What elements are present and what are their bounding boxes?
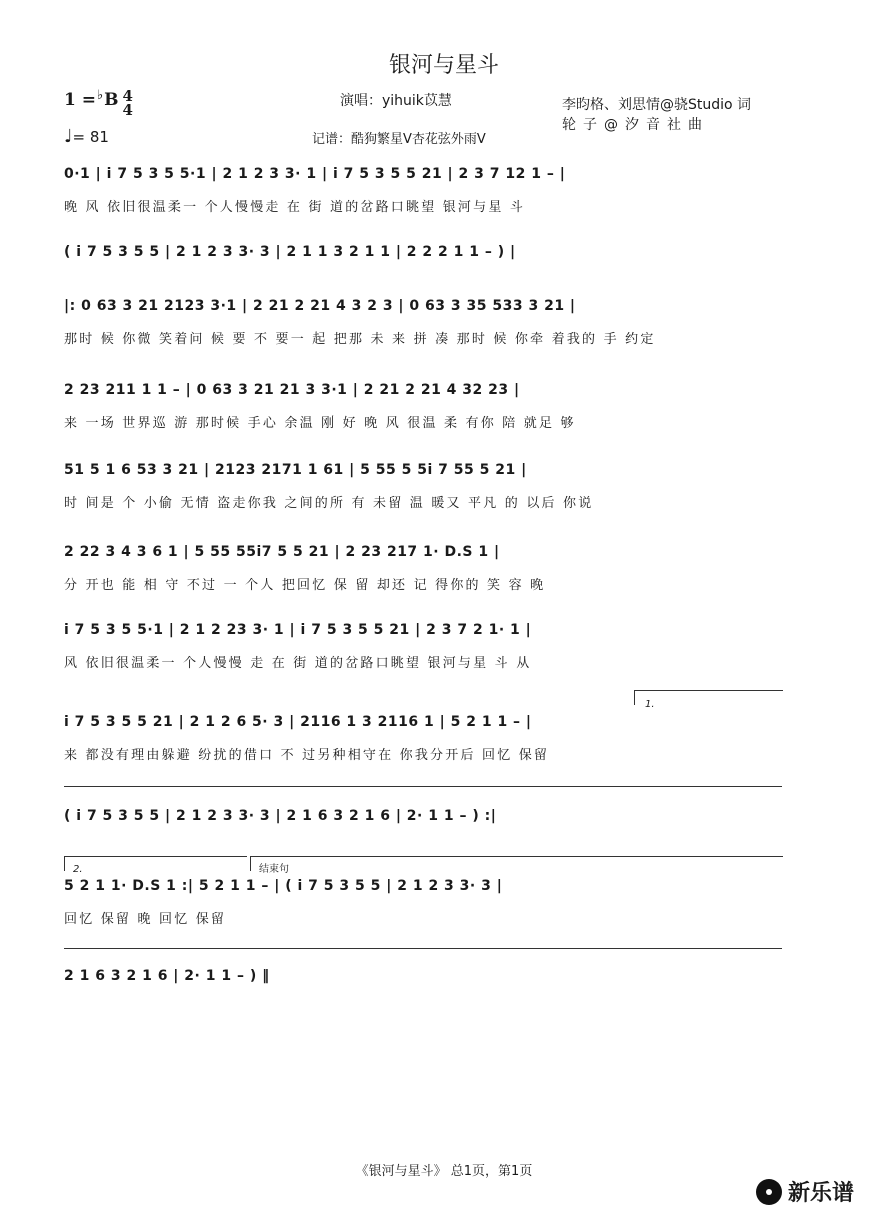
notation-row-8: i 7 5 3 5 5 21 | 2 1 2 6 5· 3 | 2116 1 3 2116 1 | 5 2 1 1 – |: [64, 714, 532, 730]
lyrics-row-4: 来 一场 世界巡 游 那时候 手心 余温 刚 好 晚 风 很温 柔 有你 陪 就足 够: [64, 416, 576, 431]
time-signature: [123, 89, 133, 117]
tempo-marking: [64, 126, 109, 147]
singer-credit: 演唱：yihuik苡慧: [340, 93, 452, 109]
page-title: 银河与星斗: [388, 53, 499, 78]
lyrics-row-3: 那时 候 你微 笑着问 候 要 不 要一 起 把那 未 来 拼 凑 那时 候 你牵 着我的 手 约定: [64, 332, 656, 347]
key-signature: [64, 88, 133, 117]
time-top: 4: [122, 87, 133, 105]
lyrics-row-5: 时 间是 个 小偷 无情 盗走你我 之间的所 有 未留 温 暖又 平凡 的 以后 你说: [64, 496, 594, 511]
lyrics-row-6: 分 开也 能 相 守 不过 一 个人 把回忆 保 留 却还 记 得你的 笑 容 晚: [64, 578, 546, 593]
quarter-note-icon: ♩: [64, 126, 73, 147]
tempo-value: = 81: [72, 128, 109, 146]
vinyl-disc-icon: [756, 1179, 782, 1205]
notation-row-9: ( i 7 5 3 5 5 | 2 1 2 3 3· 3 | 2 1 6 3 2 1 6 | 2· 1 1 – ) :|: [64, 808, 497, 824]
logo-text: 新乐谱: [788, 1181, 855, 1206]
time-bottom: 4: [122, 101, 133, 119]
composer-credit: 轮子@汐音社曲: [562, 117, 709, 133]
volta-2-bracket: [64, 856, 247, 875]
notation-row-2: ( i 7 5 3 5 5 | 2 1 2 3 3· 3 | 2 1 1 3 2 1 1 | 2 2 2 1 1 – ) |: [64, 244, 516, 260]
key-prefix: 1 =: [64, 90, 96, 110]
key-note: B: [104, 90, 119, 110]
notation-row-7: i 7 5 3 5 5·1 | 2 1 2 23 3· 1 | i 7 5 3 5 5 21 | 2 3 7 2 1· 1 |: [64, 622, 532, 638]
notation-row-1: 0·1 | i 7 5 3 5 5·1 | 2 1 2 3 3· 1 | i 7 5 3 5 5 21 | 2 3 7 12 1 – |: [64, 166, 566, 182]
notation-row-5: 51 5 1 6 53 3 21 | 2123 2171 1 61 | 5 55 5 5i 7 55 5 21 |: [64, 462, 527, 478]
site-logo: [756, 1176, 854, 1207]
page-footer: 《银河与星斗》 总1页，第1页: [355, 1164, 533, 1179]
lyrics-row-7: 风 依旧很温柔一 个人慢慢 走 在 街 道的岔路口眺望 银河与星 斗 从: [64, 656, 532, 671]
volta-1-bracket: [634, 690, 783, 710]
ending-label: 结束句: [259, 864, 289, 875]
volta-1-label: 1.: [645, 699, 655, 710]
flat-sign: ♭: [97, 88, 104, 103]
notation-row-4: 2 23 211 1 1 – | 0 63 3 21 21 3 3·1 | 2 21 2 21 4 32 23 |: [64, 382, 520, 398]
notation-row-3: |: 0 63 3 21 2123 3·1 | 2 21 2 21 4 3 2 3 | 0 63 3 35 533 3 21 |: [64, 298, 576, 314]
system-divider: [64, 948, 782, 949]
lyrics-row-1: 晚 风 依旧很温柔一 个人慢慢走 在 街 道的岔路口眺望 银河与星 斗: [64, 200, 526, 215]
transcriber-credit: 记谱：酷狗繁星V杏花弦外雨V: [312, 132, 486, 147]
lyrics-row-10: 回忆 保留 晚 回忆 保留: [64, 912, 227, 927]
ending-bracket: [250, 856, 783, 875]
lyrics-row-8: 来 都没有理由躲避 纷扰的借口 不 过另种相守在 你我分开后 回忆 保留: [64, 748, 550, 763]
notation-row-10: 5 2 1 1· D.S 1 :| 5 2 1 1 – | ( i 7 5 3 5 5 | 2 1 2 3 3· 3 |: [64, 878, 503, 894]
notation-row-11: 2 1 6 3 2 1 6 | 2· 1 1 – ) ‖: [64, 968, 270, 984]
system-divider: [64, 786, 782, 787]
lyricist-credit: 李昀格、刘思情@骁Studio 词: [562, 97, 752, 113]
notation-row-6: 2 22 3 4 3 6 1 | 5 55 55i7 5 5 21 | 2 23 217 1· D.S 1 |: [64, 544, 500, 560]
volta-2-label: 2.: [73, 864, 83, 875]
